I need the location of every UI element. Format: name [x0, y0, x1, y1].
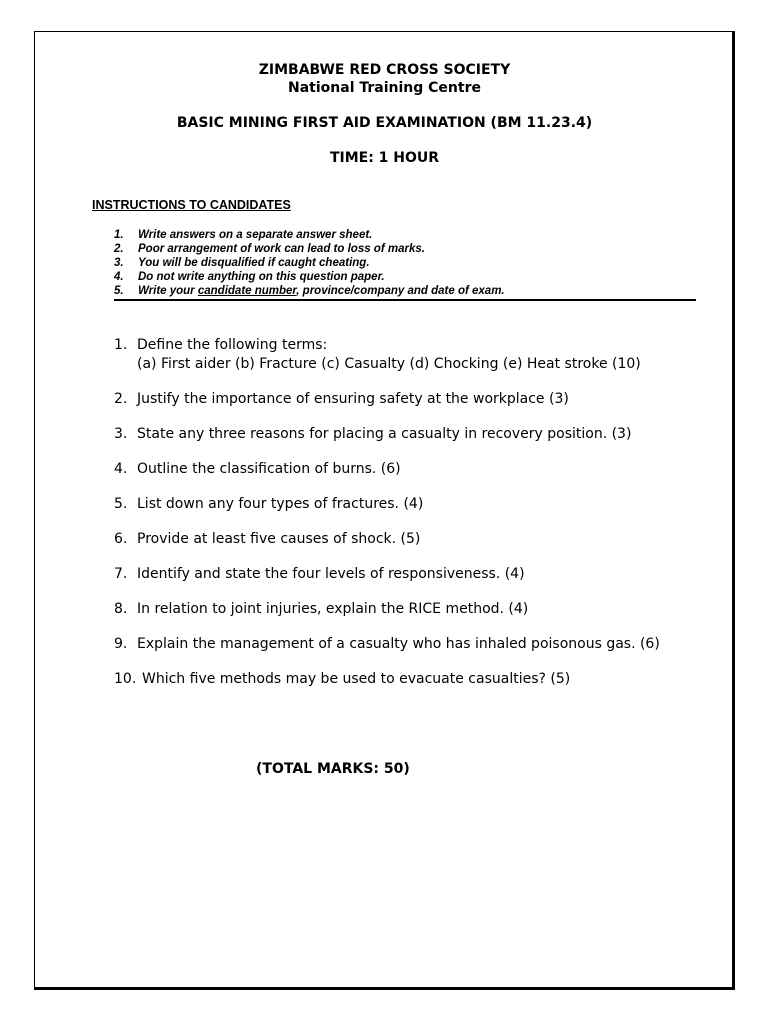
question-item [114, 565, 714, 584]
instruction-text: You will be disqualified if caught cheating. [138, 257, 370, 269]
question-item [114, 530, 714, 549]
training-centre: National Training Centre [288, 80, 481, 96]
instruction-item [114, 256, 696, 270]
instruction-number: 4. [114, 271, 124, 283]
question-list [114, 336, 714, 689]
exam-time: TIME: 1 HOUR [329, 150, 440, 166]
question-item [114, 336, 714, 374]
question-number: 10. [114, 671, 137, 687]
question-item [114, 425, 714, 444]
instruction-number: 2. [114, 243, 124, 255]
question-number: 9. [114, 636, 128, 652]
question-text: Justify the importance of ensuring safety at the workplace (3) [137, 391, 569, 407]
question-text: Which five methods may be used to evacuate casualties? (5) [142, 671, 571, 687]
section-divider [114, 299, 696, 301]
question-number: 4. [114, 461, 128, 477]
question-text: Outline the classification of burns. (6) [137, 461, 401, 477]
question-number: 2. [114, 391, 128, 407]
question-text: Provide at least five causes of shock. (5) [137, 531, 421, 547]
question-item [114, 460, 714, 479]
instruction-text: Do not write anything on this question paper. [138, 271, 385, 283]
question-number: 6. [114, 531, 128, 547]
question-item [114, 495, 714, 514]
question-text: Define the following terms: [137, 337, 328, 353]
society-name: ZIMBABWE RED CROSS SOCIETY [258, 62, 511, 78]
question-text: List down any four types of fractures. (4) [137, 496, 424, 512]
exam-title: BASIC MINING FIRST AID EXAMINATION (BM 11.23.4) [176, 115, 593, 131]
instruction-number: 5. [114, 285, 124, 297]
instruction-item [114, 228, 696, 242]
question-number: 5. [114, 496, 128, 512]
question-text: In relation to joint injuries, explain the RICE method. (4) [137, 601, 529, 617]
question-number: 3. [114, 426, 128, 442]
question-item [114, 670, 714, 689]
question-number: 7. [114, 566, 128, 582]
instruction-number: 1. [114, 229, 124, 241]
question-subline: (a) First aider (b) Fracture (c) Casualty (d) Chocking (e) Heat stroke (10) [137, 356, 641, 372]
question-item [114, 600, 714, 619]
instruction-item [114, 284, 696, 298]
question-number: 1. [114, 337, 128, 353]
instruction-text: Poor arrangement of work can lead to loss of marks. [138, 243, 425, 255]
question-text: State any three reasons for placing a casualty in recovery position. (3) [137, 426, 632, 442]
instruction-item [114, 270, 696, 284]
total-marks: (TOTAL MARKS: 50) [256, 761, 410, 777]
question-number: 8. [114, 601, 128, 617]
instruction-text-underlined: candidate number [197, 285, 297, 297]
question-text: Explain the management of a casualty who has inhaled poisonous gas. (6) [137, 636, 660, 652]
question-item [114, 635, 714, 654]
instruction-text-start: Write your [138, 285, 198, 297]
instruction-text: Write answers on a separate answer sheet. [138, 229, 373, 241]
instruction-number: 3. [114, 257, 124, 269]
instruction-text-end: , province/company and date of exam. [296, 285, 505, 297]
question-text: Identify and state the four levels of responsiveness. (4) [137, 566, 525, 582]
instructions-list [114, 228, 696, 298]
question-item [114, 390, 714, 409]
instruction-item [114, 242, 696, 256]
instructions-heading: INSTRUCTIONS TO CANDIDATES [92, 198, 291, 212]
